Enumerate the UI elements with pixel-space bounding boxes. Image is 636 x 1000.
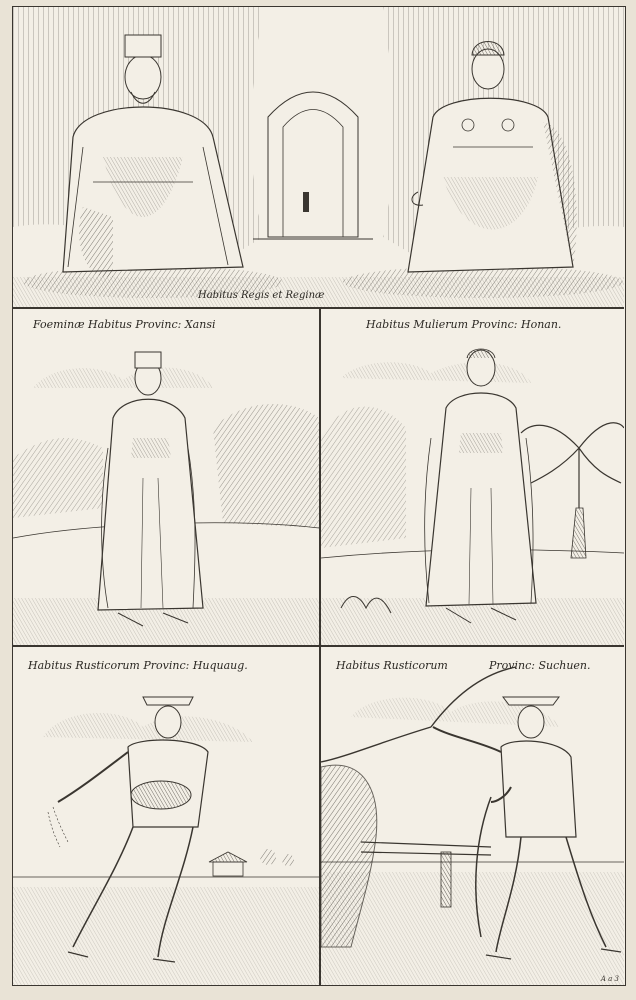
ploughman-illustration bbox=[321, 647, 624, 985]
scattered-seeds bbox=[48, 807, 68, 847]
straw-hat bbox=[503, 697, 559, 705]
field-water bbox=[13, 887, 319, 985]
tree-cluster bbox=[213, 404, 319, 528]
clouds bbox=[33, 368, 213, 388]
king-crown bbox=[125, 35, 161, 57]
panel-king-queen bbox=[13, 7, 624, 307]
panel-honan-woman bbox=[321, 308, 624, 645]
panel-huquang-sower bbox=[13, 647, 319, 985]
panel-suchuen-ploughman bbox=[321, 647, 624, 985]
distant-house bbox=[209, 849, 294, 876]
caption-xansi-woman: Foeminæ Habitus Provinc: Xansi bbox=[33, 318, 216, 331]
honan-woman-illustration bbox=[321, 308, 624, 645]
xansi-woman-illustration bbox=[13, 308, 319, 645]
plate-signature-mark: A a 3 bbox=[600, 975, 619, 983]
caption-suchuen-ploughman-a: Habitus Rusticorum bbox=[336, 659, 448, 672]
panel-xansi-woman bbox=[13, 308, 319, 645]
hillside bbox=[321, 407, 406, 548]
clouds bbox=[43, 713, 253, 742]
archway bbox=[268, 92, 358, 237]
palm-tree bbox=[521, 423, 624, 558]
sower-illustration bbox=[13, 647, 319, 985]
straw-hat bbox=[143, 697, 193, 705]
standing-woman-xansi-figure bbox=[98, 352, 203, 626]
caption-huquang-sower: Habitus Rusticorum Provinc: Huquaug. bbox=[28, 659, 248, 672]
seed-basket bbox=[131, 781, 191, 809]
caption-suchuen-ploughman-b: Provinc: Suchuen. bbox=[489, 659, 591, 672]
standing-woman-honan-figure bbox=[425, 349, 536, 623]
king-queen-illustration bbox=[13, 7, 624, 307]
caption-king-queen: Habitus Regis et Reginæ bbox=[198, 290, 325, 301]
carpet-right bbox=[343, 266, 623, 298]
distant-figure bbox=[303, 192, 309, 212]
caption-honan-woman: Habitus Mulierum Provinc: Honan. bbox=[366, 318, 562, 331]
engraving-plate bbox=[12, 6, 626, 986]
